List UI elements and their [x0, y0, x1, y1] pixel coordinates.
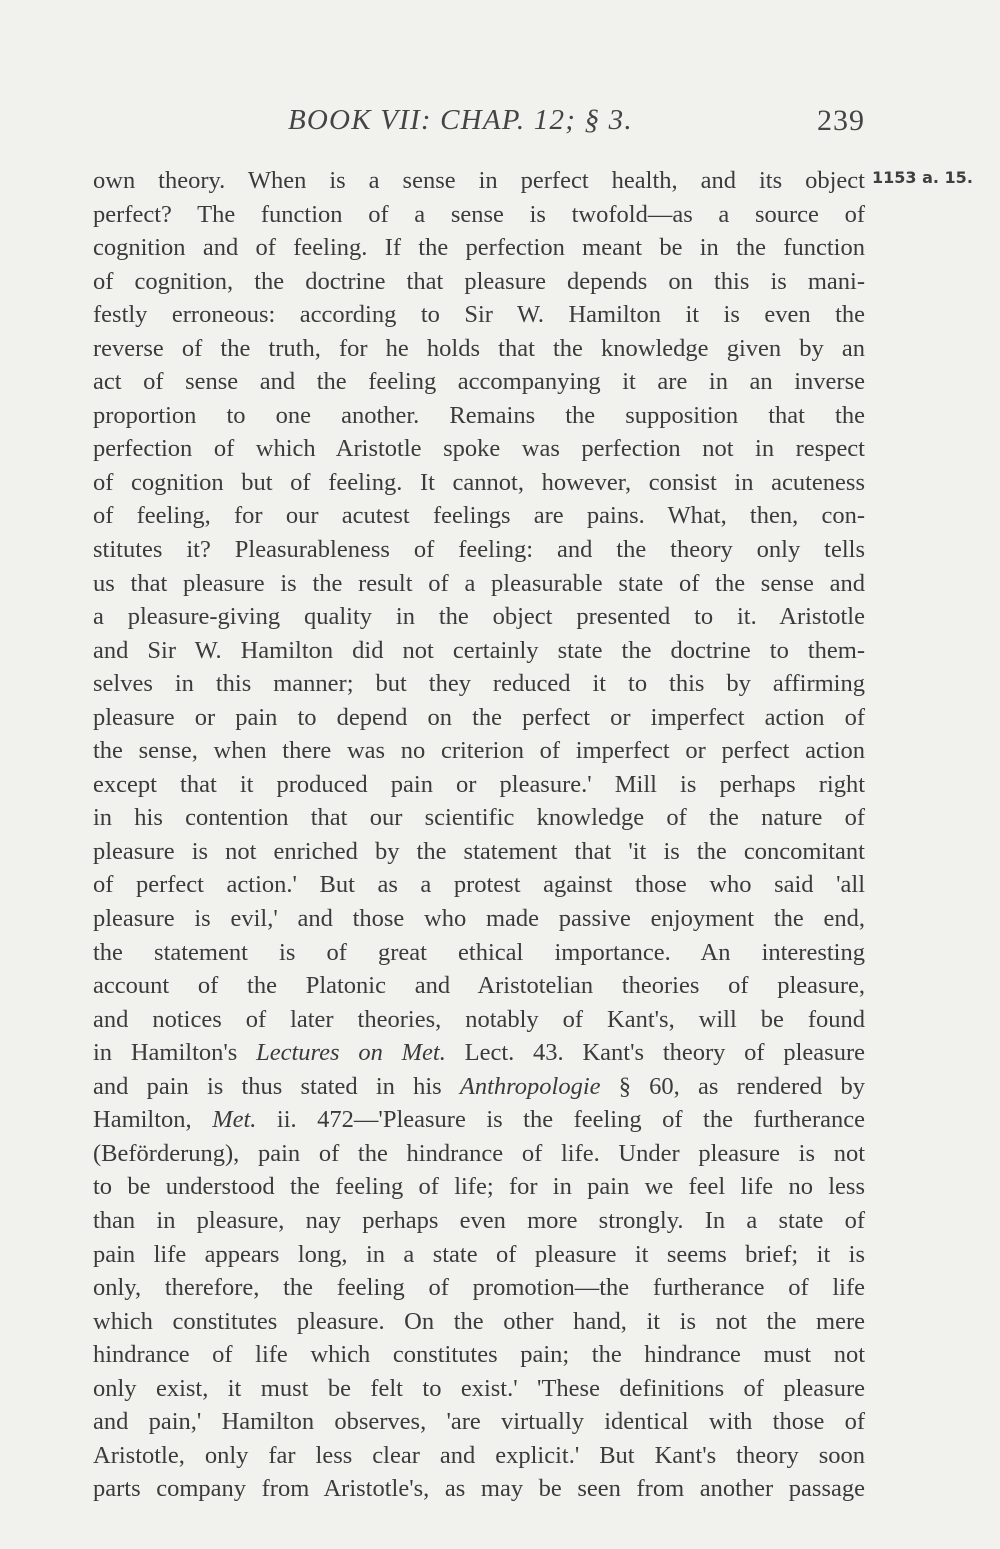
text-fragment: ii. 472—'Pleasure is the feeling of the furtherance [256, 1106, 865, 1134]
text-line [93, 801, 865, 835]
text-fragment: pleasure is not enriched by the statement that 'it is the concomitant [93, 837, 865, 865]
text-line [93, 533, 865, 567]
text-fragment: (Beförderung), pain of the hindrance of life. Under pleasure is not [93, 1139, 865, 1167]
text-fragment: proportion to one another. Remains the supposition that the [93, 401, 865, 429]
text-fragment: own theory. When is a sense in perfect health, and its object [93, 167, 865, 194]
text-fragment: stitutes it? Pleasurableness of feeling: and the theory only tells [93, 536, 865, 564]
text-line [93, 1338, 865, 1372]
italic-title: Anthropologie [459, 1072, 601, 1100]
text-line [93, 466, 865, 500]
text-line [93, 1137, 865, 1171]
text-line [93, 936, 865, 970]
text-line [93, 969, 865, 1003]
text-fragment: of perfect action.' But as a protest against those who said 'all [93, 871, 865, 899]
text-line [93, 1439, 865, 1473]
text-line [93, 634, 865, 668]
text-line [93, 667, 865, 701]
text-fragment: than in pleasure, nay perhaps even more strongly. In a state of [93, 1206, 865, 1234]
text-fragment: perfect? The function of a sense is twofold—as a source of [93, 200, 865, 228]
text-fragment: the statement is of great ethical importance. An interesting [93, 938, 865, 966]
text-fragment: to be understood the feeling of life; for in pain we feel life no less [93, 1173, 865, 1201]
text-fragment: reverse of the truth, for he holds that the knowledge given by an [93, 334, 865, 362]
text-line [93, 332, 865, 366]
text-line [93, 1405, 865, 1439]
text-fragment: the sense, when there was no criterion of imperfect or perfect action [93, 737, 865, 765]
text-line [93, 365, 865, 399]
text-line [93, 868, 865, 902]
text-fragment: parts company from Aristotle's, as may be seen from another passage [93, 1475, 865, 1503]
text-fragment: hindrance of life which constitutes pain; the hindrance must not [93, 1341, 865, 1369]
text-line [93, 198, 865, 232]
text-line [93, 298, 865, 332]
text-fragment: in his contention that our scientific knowledge of the nature of [93, 804, 865, 832]
text-line [93, 1305, 865, 1339]
page-header [90, 104, 865, 144]
text-fragment: of feeling, for our acutest feelings are pains. What, then, con- [93, 502, 865, 530]
text-line [93, 265, 865, 299]
text-fragment: in Hamilton's [93, 1039, 257, 1067]
text-fragment: selves in this manner; but they reduced it to this by affirming [93, 670, 865, 698]
text-fragment: us that pleasure is the result of a pleasurable state of the sense and [93, 569, 865, 597]
page-number: 239 [817, 104, 865, 137]
text-line [93, 567, 865, 601]
text-fragment: perfection of which Aristotle spoke was perfection not in respect [93, 435, 865, 463]
text-line [93, 432, 865, 466]
text-line [93, 1372, 865, 1406]
text-fragment: pain life appears long, in a state of pleasure it seems brief; it is [93, 1240, 865, 1268]
text-line [93, 499, 865, 533]
text-fragment: Hamilton, [93, 1106, 213, 1134]
text-line [93, 1003, 865, 1037]
text-line [93, 1170, 865, 1204]
text-fragment: only, therefore, the feeling of promotion—the furtherance of life [93, 1274, 865, 1302]
text-fragment: cognition and of feeling. If the perfection meant be in the function [93, 234, 865, 262]
text-fragment: Aristotle, only far less clear and explicit.' But Kant's theory soon [93, 1441, 865, 1469]
text-fragment: act of sense and the feeling accompanying it are in an inverse [93, 368, 865, 396]
text-fragment: and pain,' Hamilton observes, 'are virtually identical with those of [93, 1408, 865, 1436]
text-fragment: festly erroneous: according to Sir W. Hamilton it is even the [93, 301, 865, 329]
body-text [93, 164, 865, 1506]
text-fragment: Lect. 43. Kant's theory of pleasure [445, 1039, 865, 1067]
text-line [93, 1103, 865, 1137]
text-line [93, 1238, 865, 1272]
running-head: BOOK VII: CHAP. 12; § 3. [288, 104, 633, 136]
text-line [93, 701, 865, 735]
text-line [93, 1271, 865, 1305]
text-fragment: and Sir W. Hamilton did not certainly state the doctrine to them- [93, 636, 865, 664]
text-line [93, 835, 865, 869]
text-fragment: pleasure or pain to depend on the perfect or imperfect action of [93, 703, 865, 731]
text-fragment: pleasure is evil,' and those who made passive enjoyment the end, [93, 905, 865, 933]
text-fragment: except that it produced pain or pleasure.' Mill is perhaps right [93, 770, 865, 798]
text-line [93, 399, 865, 433]
text-fragment: which constitutes pleasure. On the other hand, it is not the mere [93, 1307, 865, 1335]
text-line [93, 1036, 865, 1070]
italic-title: Met. [212, 1106, 257, 1134]
text-line [93, 1070, 865, 1104]
text-fragment: only exist, it must be felt to exist.' 'These definitions of pleasure [93, 1374, 865, 1402]
text-line [93, 1472, 865, 1506]
italic-title: Lectures on Met. [256, 1039, 446, 1067]
text-line [93, 768, 865, 802]
text-line [93, 231, 865, 265]
text-fragment: account of the Platonic and Aristotelian theories of pleasure, [93, 972, 865, 1000]
text-line [93, 1204, 865, 1238]
text-line [93, 902, 865, 936]
text-fragment: a pleasure-giving quality in the object presented to it. Aristotle [93, 603, 865, 631]
text-line [93, 600, 865, 634]
text-line [93, 734, 865, 768]
text-fragment: and notices of later theories, notably of Kant's, will be found [93, 1005, 865, 1033]
text-fragment: of cognition, the doctrine that pleasure depends on this is mani- [93, 267, 865, 295]
text-fragment: of cognition but of feeling. It cannot, however, consist in acuteness [93, 468, 865, 496]
margin-reference: 1153 a. 15. [872, 168, 973, 187]
text-line [93, 164, 865, 198]
text-fragment: § 60, as rendered by [600, 1072, 865, 1100]
text-fragment: and pain is thus stated in his [93, 1072, 460, 1100]
